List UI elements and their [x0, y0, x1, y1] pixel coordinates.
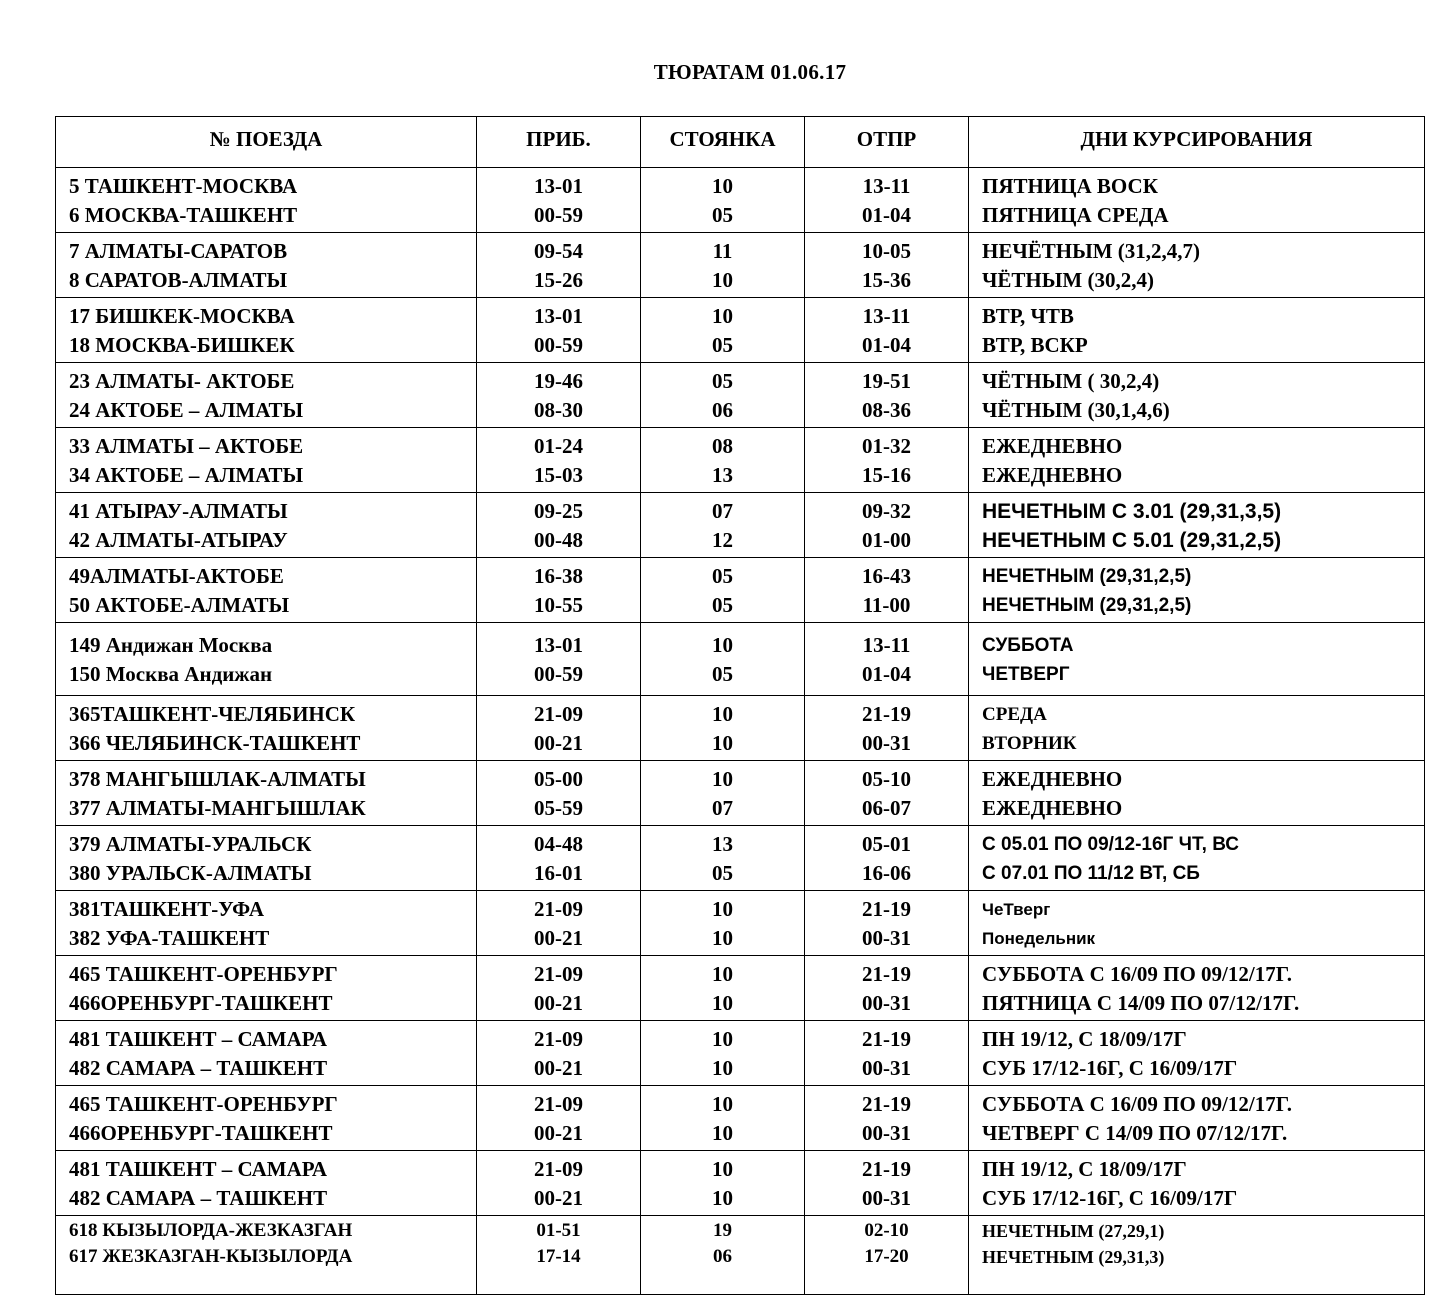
header-days: ДНИ КУРСИРОВАНИЯ — [969, 117, 1425, 168]
running-days: ВТР, ВСКР — [982, 333, 1088, 357]
train-name-cell — [56, 233, 477, 298]
stop-duration-cell — [641, 956, 805, 1021]
running-days: ЕЖЕДНЕВНО — [982, 463, 1123, 487]
running-days: СРЕДА — [982, 704, 1047, 725]
train-name: 377 АЛМАТЫ-МАНГЫШЛАК — [69, 796, 366, 820]
table-row — [56, 233, 1425, 298]
train-name: 149 Андижан Москва — [69, 633, 273, 657]
arrival-time-cell — [477, 1216, 641, 1295]
departure-time: 08-36 — [862, 398, 911, 422]
departure-time: 21-19 — [862, 1027, 911, 1051]
departure-time-cell — [805, 761, 969, 826]
stop-duration-cell — [641, 298, 805, 363]
running-days: СУББОТА — [982, 635, 1074, 656]
running-days: С 07.01 ПО 11/12 ВТ, СБ — [982, 863, 1200, 884]
header-stop: СТОЯНКА — [641, 117, 805, 168]
train-name-cell — [56, 761, 477, 826]
running-days: ЕЖЕДНЕВНО — [982, 796, 1123, 820]
stop-duration: 10 — [712, 1092, 733, 1116]
running-days: Понедельник — [982, 929, 1096, 948]
train-name-cell — [56, 493, 477, 558]
stop-duration: 05 — [712, 593, 733, 617]
running-days: НЕЧЁТНЫМ (31,2,4,7) — [982, 239, 1201, 263]
stop-duration: 05 — [712, 564, 733, 588]
departure-time-cell — [805, 623, 969, 696]
train-name: 49АЛМАТЫ-АКТОБЕ — [69, 564, 284, 588]
arrival-time: 00-48 — [534, 528, 583, 552]
arrival-time-cell — [477, 168, 641, 233]
running-days-cell — [969, 363, 1425, 428]
departure-time: 02-10 — [864, 1220, 909, 1241]
arrival-time-cell — [477, 363, 641, 428]
running-days-cell — [969, 761, 1425, 826]
arrival-time: 21-09 — [534, 962, 583, 986]
running-days-cell — [969, 168, 1425, 233]
stop-duration: 10 — [712, 962, 733, 986]
running-days: ПЯТНИЦА С 14/09 ПО 07/12/17Г. — [982, 991, 1300, 1015]
stop-duration: 05 — [712, 333, 733, 357]
stop-duration-cell — [641, 168, 805, 233]
stop-duration-cell — [641, 493, 805, 558]
departure-time-cell — [805, 298, 969, 363]
arrival-time-cell — [477, 558, 641, 623]
departure-time: 13-11 — [862, 633, 911, 657]
table-row — [56, 1216, 1425, 1295]
running-days: ПН 19/12, С 18/09/17Г — [982, 1027, 1187, 1051]
departure-time: 00-31 — [862, 991, 911, 1015]
running-days: ЧЁТНЫМ (30,2,4) — [982, 268, 1154, 292]
arrival-time: 09-54 — [534, 239, 583, 263]
arrival-time-cell — [477, 298, 641, 363]
arrival-time-cell — [477, 493, 641, 558]
table-row — [56, 363, 1425, 428]
stop-duration-cell — [641, 1086, 805, 1151]
arrival-time: 00-59 — [534, 333, 583, 357]
departure-time: 21-19 — [862, 897, 911, 921]
arrival-time-cell — [477, 1086, 641, 1151]
stop-duration-cell — [641, 696, 805, 761]
arrival-time: 00-21 — [534, 926, 583, 950]
running-days-cell — [969, 493, 1425, 558]
train-name: 366 ЧЕЛЯБИНСК-ТАШКЕНТ — [69, 731, 361, 755]
train-name: 150 Москва Андижан — [69, 662, 273, 686]
running-days: ВТОРНИК — [982, 733, 1077, 754]
departure-time: 01-32 — [862, 434, 911, 458]
table-row — [56, 696, 1425, 761]
arrival-time: 21-09 — [534, 1027, 583, 1051]
train-name: 17 БИШКЕК-МОСКВА — [69, 304, 295, 328]
departure-time: 19-51 — [862, 369, 911, 393]
train-name-cell — [56, 826, 477, 891]
running-days: НЕЧЕТНЫМ С 5.01 (29,31,2,5) — [982, 529, 1282, 552]
stop-duration: 10 — [712, 1121, 733, 1145]
header-departure: ОТПР — [805, 117, 969, 168]
train-name: 482 САМАРА – ТАШКЕНТ — [69, 1056, 328, 1080]
train-name: 5 ТАШКЕНТ-МОСКВА — [69, 174, 298, 198]
departure-time-cell — [805, 168, 969, 233]
departure-time: 16-06 — [862, 861, 911, 885]
departure-time-cell — [805, 233, 969, 298]
header-row — [56, 117, 1425, 168]
table-row — [56, 493, 1425, 558]
stop-duration: 10 — [712, 731, 733, 755]
arrival-time-cell — [477, 826, 641, 891]
stop-duration: 10 — [712, 926, 733, 950]
train-name: 18 МОСКВА-БИШКЕК — [69, 333, 295, 357]
running-days: НЕЧЕТНЫМ (27,29,1) — [982, 1221, 1165, 1241]
arrival-time: 00-21 — [534, 1186, 583, 1210]
table-row — [56, 623, 1425, 696]
departure-time: 01-04 — [862, 662, 911, 686]
arrival-time: 21-09 — [534, 897, 583, 921]
running-days: ПЯТНИЦА СРЕДА — [982, 203, 1169, 227]
departure-time: 16-43 — [862, 564, 911, 588]
stop-duration: 10 — [712, 991, 733, 1015]
departure-time: 13-11 — [862, 174, 911, 198]
train-name-cell — [56, 298, 477, 363]
running-days-cell — [969, 233, 1425, 298]
stop-duration: 10 — [712, 1027, 733, 1051]
departure-time: 17-20 — [864, 1246, 909, 1267]
train-name: 33 АЛМАТЫ – АКТОБЕ — [69, 434, 304, 458]
table-row — [56, 168, 1425, 233]
arrival-time: 04-48 — [534, 832, 583, 856]
train-name: 380 УРАЛЬСК-АЛМАТЫ — [69, 861, 312, 885]
train-name: 617 ЖЕЗКАЗГАН-КЫЗЫЛОРДА — [69, 1246, 353, 1267]
arrival-time-cell — [477, 696, 641, 761]
header-arrival: ПРИБ. — [477, 117, 641, 168]
train-name: 34 АКТОБЕ – АЛМАТЫ — [69, 463, 304, 487]
train-name: 378 МАНГЫШЛАК-АЛМАТЫ — [69, 767, 366, 791]
stop-duration: 10 — [712, 897, 733, 921]
stop-duration-cell — [641, 891, 805, 956]
running-days: ЧЕТВЕРГ С 14/09 ПО 07/12/17Г. — [982, 1121, 1288, 1145]
departure-time-cell — [805, 891, 969, 956]
arrival-time: 05-59 — [534, 796, 583, 820]
running-days: ЧЁТНЫМ (30,1,4,6) — [982, 398, 1170, 422]
stop-duration-cell — [641, 1216, 805, 1295]
train-name: 23 АЛМАТЫ- АКТОБЕ — [69, 369, 295, 393]
arrival-time: 00-59 — [534, 203, 583, 227]
arrival-time: 13-01 — [534, 174, 583, 198]
running-days-cell — [969, 1151, 1425, 1216]
page-title: ТЮРАТАМ 01.06.17 — [653, 60, 847, 84]
train-name: 8 САРАТОВ-АЛМАТЫ — [69, 268, 288, 292]
stop-duration: 10 — [712, 1186, 733, 1210]
departure-time: 09-32 — [862, 499, 911, 523]
running-days: НЕЧЕТНЫМ (29,31,2,5) — [982, 566, 1192, 587]
stop-duration: 10 — [712, 1157, 733, 1181]
stop-duration: 06 — [713, 1246, 732, 1267]
departure-time-cell — [805, 558, 969, 623]
train-name: 482 САМАРА – ТАШКЕНТ — [69, 1186, 328, 1210]
stop-duration: 07 — [712, 499, 733, 523]
arrival-time: 15-26 — [534, 268, 583, 292]
arrival-time: 09-25 — [534, 499, 583, 523]
departure-time: 21-19 — [862, 962, 911, 986]
schedule-table — [55, 116, 1425, 1295]
running-days: ЧеТверг — [982, 900, 1051, 919]
stop-duration: 10 — [712, 174, 733, 198]
departure-time: 01-00 — [862, 528, 911, 552]
running-days-cell — [969, 891, 1425, 956]
stop-duration: 05 — [712, 662, 733, 686]
arrival-time-cell — [477, 891, 641, 956]
running-days: ЧЁТНЫМ ( 30,2,4) — [982, 369, 1160, 393]
arrival-time-cell — [477, 1151, 641, 1216]
train-name: 618 КЫЗЫЛОРДА-ЖЕЗКАЗГАН — [69, 1220, 353, 1241]
arrival-time-cell — [477, 761, 641, 826]
arrival-time-cell — [477, 428, 641, 493]
stop-duration: 08 — [712, 434, 733, 458]
departure-time: 21-19 — [862, 1092, 911, 1116]
arrival-time-cell — [477, 956, 641, 1021]
running-days: НЕЧЕТНЫМ (29,31,2,5) — [982, 595, 1192, 616]
running-days: ЕЖЕДНЕВНО — [982, 434, 1123, 458]
arrival-time: 21-09 — [534, 702, 583, 726]
train-name: 382 УФА-ТАШКЕНТ — [69, 926, 270, 950]
departure-time: 13-11 — [862, 304, 911, 328]
departure-time: 21-19 — [862, 702, 911, 726]
table-row — [56, 826, 1425, 891]
running-days: С 05.01 ПО 09/12-16Г ЧТ, ВС — [982, 834, 1239, 855]
arrival-time: 00-21 — [534, 731, 583, 755]
departure-time: 00-31 — [862, 926, 911, 950]
running-days: ЧЕТВЕРГ — [982, 664, 1070, 685]
running-days: ПН 19/12, С 18/09/17Г — [982, 1157, 1187, 1181]
departure-time-cell — [805, 1216, 969, 1295]
table-row — [56, 1021, 1425, 1086]
departure-time: 05-10 — [862, 767, 911, 791]
train-name: 379 АЛМАТЫ-УРАЛЬСК — [69, 832, 312, 856]
train-name: 466ОРЕНБУРГ-ТАШКЕНТ — [69, 1121, 333, 1145]
stop-duration: 10 — [712, 702, 733, 726]
train-name: 24 АКТОБЕ – АЛМАТЫ — [69, 398, 304, 422]
arrival-time: 16-01 — [534, 861, 583, 885]
train-name-cell — [56, 363, 477, 428]
train-name: 465 ТАШКЕНТ-ОРЕНБУРГ — [69, 1092, 338, 1116]
stop-duration: 05 — [712, 203, 733, 227]
table-row — [56, 428, 1425, 493]
stop-duration: 12 — [712, 528, 733, 552]
arrival-time: 05-00 — [534, 767, 583, 791]
train-name-cell — [56, 623, 477, 696]
arrival-time: 17-14 — [536, 1246, 581, 1267]
departure-time-cell — [805, 493, 969, 558]
departure-time-cell — [805, 1086, 969, 1151]
stop-duration: 19 — [713, 1220, 732, 1241]
running-days: СУБ 17/12-16Г, С 16/09/17Г — [982, 1056, 1238, 1080]
arrival-time: 01-24 — [534, 434, 583, 458]
stop-duration: 06 — [712, 398, 733, 422]
running-days: СУББОТА С 16/09 ПО 09/12/17Г. — [982, 962, 1292, 986]
train-name: 42 АЛМАТЫ-АТЫРАУ — [69, 528, 288, 552]
table-row — [56, 298, 1425, 363]
running-days: НЕЧЕТНЫМ С 3.01 (29,31,3,5) — [982, 500, 1282, 523]
arrival-time: 16-38 — [534, 564, 583, 588]
arrival-time: 00-21 — [534, 991, 583, 1015]
running-days-cell — [969, 1021, 1425, 1086]
running-days-cell — [969, 956, 1425, 1021]
stop-duration: 13 — [712, 832, 733, 856]
stop-duration-cell — [641, 363, 805, 428]
running-days-cell — [969, 558, 1425, 623]
train-name: 381ТАШКЕНТ-УФА — [69, 897, 264, 921]
stop-duration: 05 — [712, 861, 733, 885]
train-name-cell — [56, 891, 477, 956]
table-row — [56, 1086, 1425, 1151]
departure-time: 10-05 — [862, 239, 911, 263]
train-name: 365ТАШКЕНТ-ЧЕЛЯБИНСК — [69, 702, 356, 726]
running-days-cell — [969, 826, 1425, 891]
running-days-cell — [969, 428, 1425, 493]
running-days: ВТР, ЧТВ — [982, 304, 1074, 328]
arrival-time: 15-03 — [534, 463, 583, 487]
arrival-time-cell — [477, 1021, 641, 1086]
stop-duration: 10 — [712, 633, 733, 657]
departure-time: 00-31 — [862, 1121, 911, 1145]
train-name-cell — [56, 1021, 477, 1086]
running-days-cell — [969, 1216, 1425, 1295]
arrival-time: 21-09 — [534, 1157, 583, 1181]
stop-duration: 10 — [712, 268, 733, 292]
stop-duration-cell — [641, 233, 805, 298]
stop-duration: 13 — [712, 463, 733, 487]
departure-time-cell — [805, 826, 969, 891]
arrival-time: 21-09 — [534, 1092, 583, 1116]
running-days-cell — [969, 623, 1425, 696]
departure-time: 21-19 — [862, 1157, 911, 1181]
departure-time: 15-36 — [862, 268, 911, 292]
running-days: СУББОТА С 16/09 ПО 09/12/17Г. — [982, 1092, 1292, 1116]
departure-time-cell — [805, 428, 969, 493]
train-name: 465 ТАШКЕНТ-ОРЕНБУРГ — [69, 962, 338, 986]
table-row — [56, 1151, 1425, 1216]
train-name-cell — [56, 428, 477, 493]
train-name: 41 АТЫРАУ-АЛМАТЫ — [69, 499, 288, 523]
running-days-cell — [969, 298, 1425, 363]
departure-time: 00-31 — [862, 1186, 911, 1210]
departure-time: 11-00 — [862, 593, 911, 617]
table-row — [56, 761, 1425, 826]
stop-duration: 10 — [712, 767, 733, 791]
stop-duration-cell — [641, 623, 805, 696]
stop-duration-cell — [641, 558, 805, 623]
train-name-cell — [56, 1086, 477, 1151]
running-days: ПЯТНИЦА ВОСК — [982, 174, 1158, 198]
departure-time: 15-16 — [862, 463, 911, 487]
departure-time-cell — [805, 956, 969, 1021]
stop-duration: 11 — [712, 239, 733, 263]
train-name: 7 АЛМАТЫ-САРАТОВ — [69, 239, 288, 263]
arrival-time: 10-55 — [534, 593, 583, 617]
departure-time: 01-04 — [862, 333, 911, 357]
train-name: 481 ТАШКЕНТ – САМАРА — [69, 1157, 328, 1181]
departure-time-cell — [805, 1151, 969, 1216]
train-name-cell — [56, 558, 477, 623]
stop-duration-cell — [641, 1021, 805, 1086]
departure-time-cell — [805, 363, 969, 428]
running-days: ЕЖЕДНЕВНО — [982, 767, 1123, 791]
arrival-time: 13-01 — [534, 633, 583, 657]
train-name: 466ОРЕНБУРГ-ТАШКЕНТ — [69, 991, 333, 1015]
stop-duration-cell — [641, 428, 805, 493]
train-name-cell — [56, 1151, 477, 1216]
arrival-time: 08-30 — [534, 398, 583, 422]
train-name-cell — [56, 1216, 477, 1295]
departure-time: 01-04 — [862, 203, 911, 227]
train-name: 50 АКТОБЕ-АЛМАТЫ — [69, 593, 290, 617]
table-row — [56, 558, 1425, 623]
running-days: СУБ 17/12-16Г, С 16/09/17Г — [982, 1186, 1238, 1210]
table-row — [56, 891, 1425, 956]
running-days: НЕЧЕТНЫМ (29,31,3) — [982, 1247, 1165, 1267]
departure-time: 06-07 — [862, 796, 911, 820]
stop-duration: 10 — [712, 304, 733, 328]
train-name: 481 ТАШКЕНТ – САМАРА — [69, 1027, 328, 1051]
train-name-cell — [56, 696, 477, 761]
arrival-time: 00-59 — [534, 662, 583, 686]
header-train: № ПОЕЗДА — [56, 117, 477, 168]
arrival-time: 00-21 — [534, 1056, 583, 1080]
departure-time: 00-31 — [862, 1056, 911, 1080]
train-name-cell — [56, 168, 477, 233]
stop-duration: 05 — [712, 369, 733, 393]
departure-time: 05-01 — [862, 832, 911, 856]
running-days-cell — [969, 1086, 1425, 1151]
running-days-cell — [969, 696, 1425, 761]
departure-time: 00-31 — [862, 731, 911, 755]
arrival-time: 13-01 — [534, 304, 583, 328]
arrival-time-cell — [477, 233, 641, 298]
train-name-cell — [56, 956, 477, 1021]
arrival-time: 01-51 — [536, 1220, 581, 1241]
stop-duration: 10 — [712, 1056, 733, 1080]
stop-duration-cell — [641, 1151, 805, 1216]
arrival-time: 00-21 — [534, 1121, 583, 1145]
departure-time-cell — [805, 696, 969, 761]
arrival-time-cell — [477, 623, 641, 696]
train-name: 6 МОСКВА-ТАШКЕНТ — [69, 203, 298, 227]
table-row — [56, 956, 1425, 1021]
stop-duration-cell — [641, 826, 805, 891]
stop-duration: 07 — [712, 796, 733, 820]
stop-duration-cell — [641, 761, 805, 826]
departure-time-cell — [805, 1021, 969, 1086]
arrival-time: 19-46 — [534, 369, 583, 393]
